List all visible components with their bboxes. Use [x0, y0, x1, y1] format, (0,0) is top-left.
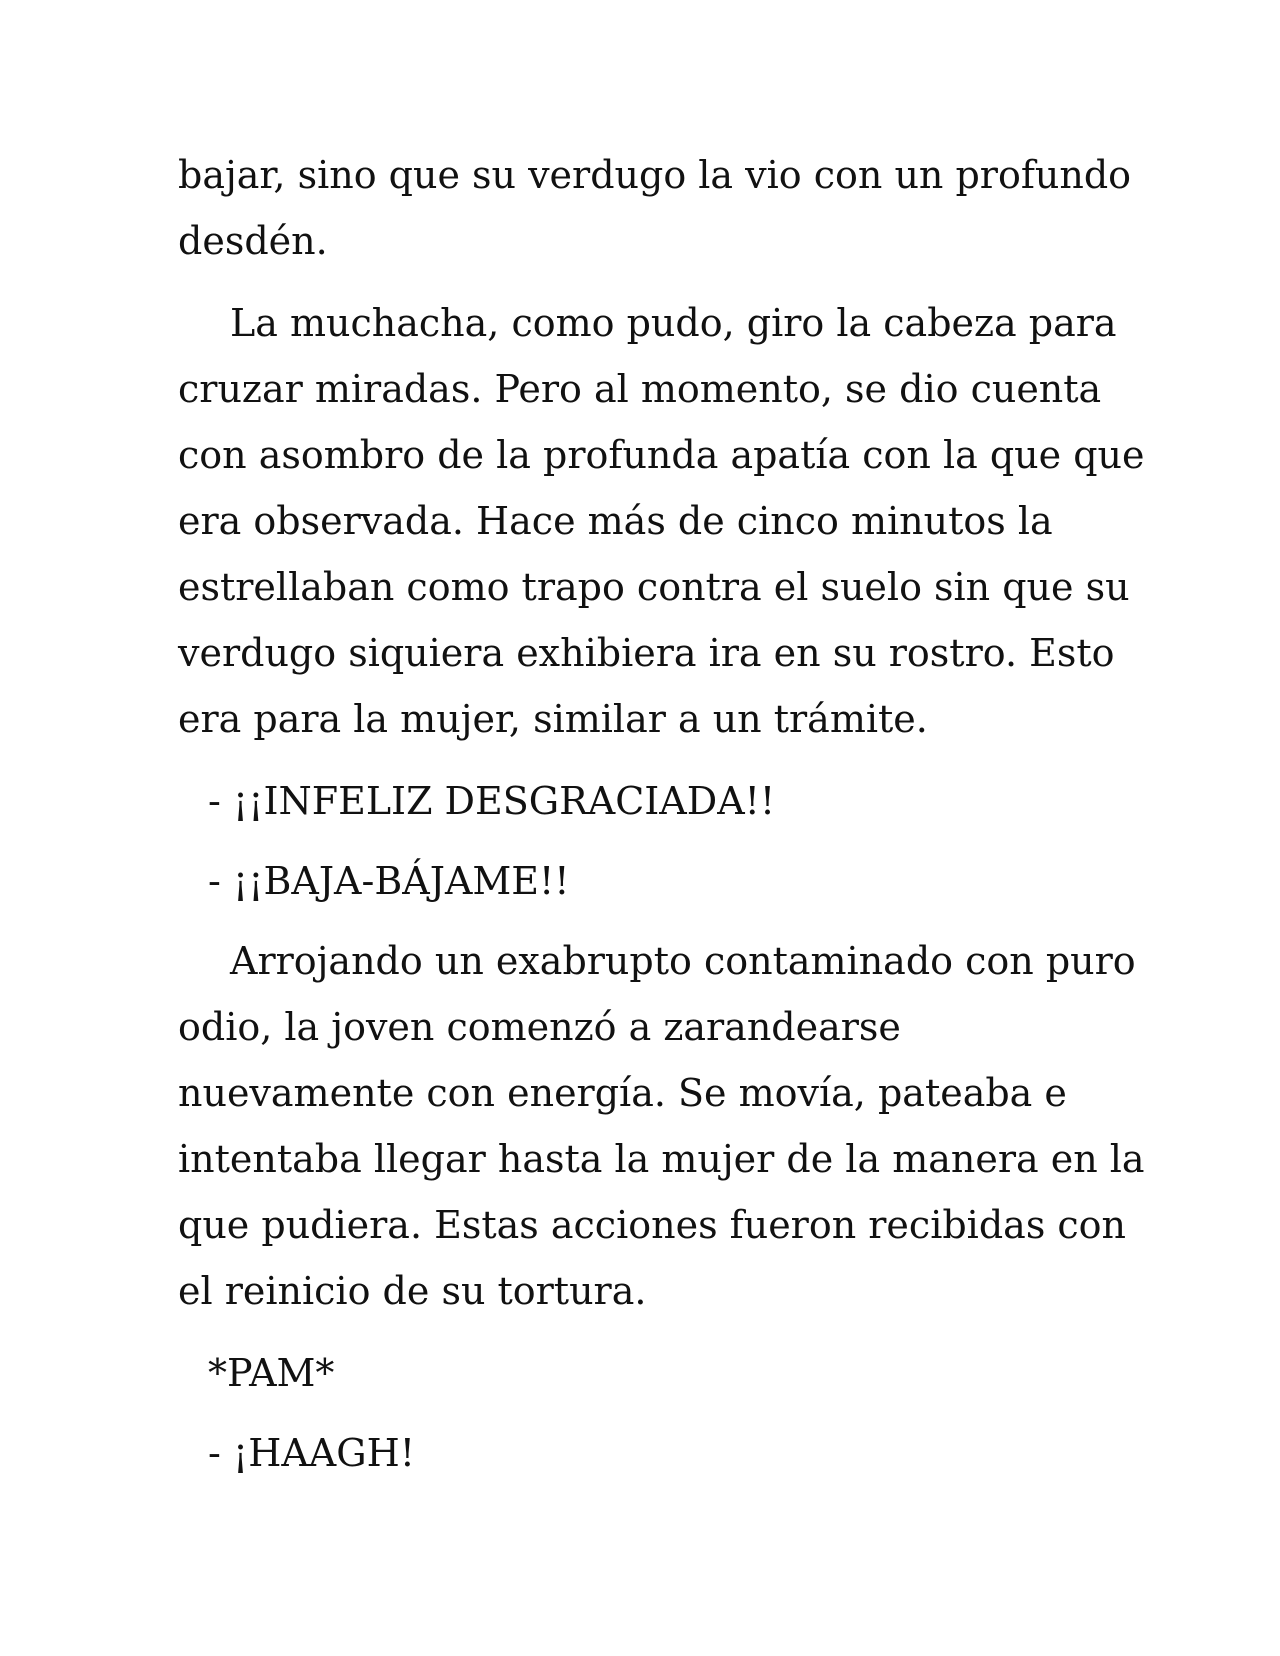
text-line: Arrojando un exabrupto contaminado con puro: [230, 939, 1136, 983]
text-line: con asombro de la profunda apatía con la que que: [178, 433, 1145, 477]
text-line: verdugo siquiera exhibiera ira en su rostro. Esto: [178, 631, 1115, 675]
text-line: era para la mujer, similar a un trámite.: [178, 697, 928, 741]
paragraph-3: [178, 928, 1145, 1324]
dialogue-line-2: [178, 848, 1108, 914]
paragraph-2: [178, 290, 1145, 752]
text-line: - ¡¡BAJA-BÁJAME!!: [208, 859, 570, 903]
text-line: - ¡HAAGH!: [208, 1431, 415, 1475]
text-line: era observada. Hace más de cinco minutos la: [178, 499, 1053, 543]
paragraph-1: [178, 142, 1132, 274]
text-line: La muchacha, como pudo, giro la cabeza para: [230, 301, 1117, 345]
dialogue-line-3: [178, 1420, 1108, 1486]
dialogue-line-1: [178, 768, 1108, 834]
text-line: - ¡¡INFELIZ DESGRACIADA!!: [208, 779, 776, 823]
text-line: desdén.: [178, 219, 328, 263]
text-line: intentaba llegar hasta la mujer de la manera en la: [178, 1137, 1145, 1181]
text-line: odio, la joven comenzó a zarandearse: [178, 1005, 901, 1049]
text-line: nuevamente con energía. Se movía, pateaba e: [178, 1071, 1067, 1115]
text-line: cruzar miradas. Pero al momento, se dio cuenta: [178, 367, 1102, 411]
text-line: *PAM*: [208, 1351, 335, 1395]
text-line: que pudiera. Estas acciones fueron recibidas con: [178, 1203, 1127, 1247]
text-line: bajar, sino que su verdugo la vio con un profundo: [178, 153, 1132, 197]
text-line: estrellaban como trapo contra el suelo sin que su: [178, 565, 1130, 609]
text-line: el reinicio de su tortura.: [178, 1269, 647, 1313]
sound-effect-line: [178, 1340, 1108, 1406]
page-body: [178, 142, 1145, 1500]
